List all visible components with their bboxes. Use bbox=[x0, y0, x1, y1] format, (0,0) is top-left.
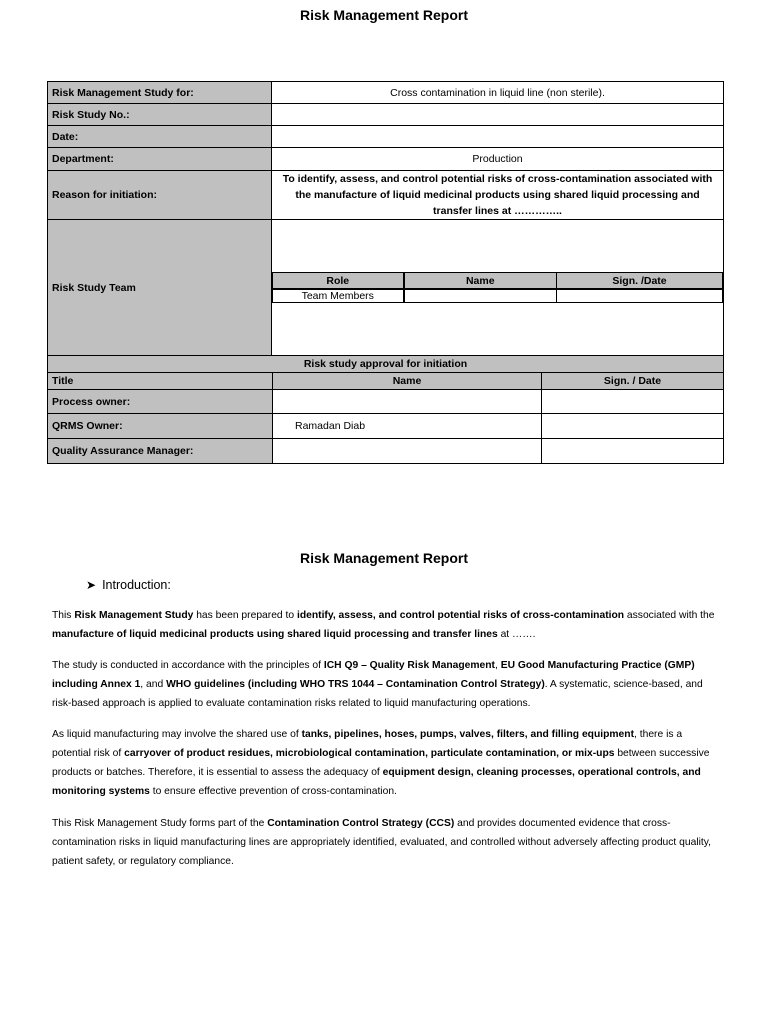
study-for-label: Risk Management Study for: bbox=[48, 82, 272, 104]
approval-row bbox=[48, 414, 724, 439]
team-header-sign: Sign. /Date bbox=[557, 272, 723, 289]
intro-paragraph bbox=[52, 814, 722, 871]
team-header-name: Name bbox=[404, 272, 557, 289]
team-sign-value bbox=[557, 289, 723, 303]
reason-value: To identify, assess, and control potential risks of cross-contamination associated with the manufacture of liquid medicinal products using shared liquid processing and transfer lines at ………….. bbox=[272, 171, 724, 220]
text-run: This bbox=[52, 610, 75, 621]
team-header-role: Role bbox=[273, 272, 404, 289]
introduction-heading bbox=[86, 578, 171, 592]
text-run: The study is conducted in accordance with the principles of bbox=[52, 660, 324, 671]
text-run: , there is a potential risk of bbox=[52, 729, 683, 759]
text-run: , bbox=[494, 660, 501, 671]
team-cell bbox=[272, 220, 724, 356]
page-title: Risk Management Report bbox=[299, 7, 469, 23]
team-name-value bbox=[404, 289, 557, 303]
bold-text-run: identify, assess, and control potential risks of cross-contamination bbox=[296, 610, 625, 621]
bold-text-run: WHO guidelines (including WHO TRS 1044 – Contamination Control Strategy) bbox=[166, 679, 545, 690]
bold-text-run: tanks, pipelines, hoses, pumps, valves, filters, and filling equipment bbox=[301, 729, 635, 740]
bold-text-run: manufacture of liquid medicinal products using shared liquid processing and transfer lines bbox=[52, 629, 498, 640]
team-table bbox=[272, 272, 723, 304]
department-label: Department: bbox=[48, 148, 272, 171]
approval-name-cell bbox=[273, 390, 542, 414]
text-run: has been prepared to bbox=[193, 610, 297, 621]
bold-text-run: Risk Management Study bbox=[74, 610, 194, 621]
approval-header-name: Name bbox=[273, 373, 542, 390]
team-label: Risk Study Team bbox=[48, 220, 272, 356]
arrow-bullet-icon: ➤ bbox=[86, 578, 97, 592]
text-run: , and bbox=[140, 679, 167, 690]
approval-heading: Risk study approval for initiation bbox=[48, 356, 724, 373]
approval-sign-cell bbox=[542, 390, 724, 414]
bold-text-run: ICH Q9 – Quality Risk Management bbox=[323, 660, 495, 671]
date-value bbox=[272, 126, 724, 148]
date-label: Date: bbox=[48, 126, 272, 148]
intro-paragraph bbox=[52, 606, 722, 644]
approval-title-cell: QRMS Owner: bbox=[48, 414, 273, 439]
approval-table bbox=[47, 355, 724, 464]
approval-title-cell: Process owner: bbox=[48, 390, 273, 414]
text-run: . A systematic, science-based, and risk-based approach is applied to evaluate contamination risks related to liquid manufacturing operations. bbox=[52, 679, 703, 709]
section-title: Risk Management Report bbox=[299, 550, 469, 566]
approval-row bbox=[48, 390, 724, 414]
study-for-value: Cross contamination in liquid line (non sterile). bbox=[272, 82, 724, 104]
intro-paragraph bbox=[52, 656, 722, 713]
approval-sign-cell bbox=[542, 439, 724, 464]
text-run: and provides documented evidence that cross-contamination risks in liquid manufacturing lines are appropriately identified, evaluated, and controlled without adversely affecting product quality, patient safety, or regulatory compliance. bbox=[52, 818, 712, 867]
text-run: to ensure effective prevention of cross-contamination. bbox=[149, 786, 397, 797]
text-run: This Risk Management Study forms part of the bbox=[52, 818, 268, 829]
introduction-heading-text: Introduction: bbox=[102, 578, 171, 592]
approval-sign-cell bbox=[542, 414, 724, 439]
text-run: As liquid manufacturing may involve the shared use of bbox=[52, 729, 302, 740]
bold-text-run: carryover of product residues, microbiological contamination, particulate contamination, or mix-ups bbox=[124, 748, 615, 759]
approval-row bbox=[48, 439, 724, 464]
study-no-value bbox=[272, 104, 724, 126]
text-run: between successive products or batches. Therefore, it is essential to assess the adequacy of bbox=[52, 748, 710, 778]
text-run: at ……. bbox=[497, 629, 536, 640]
approval-header-sign: Sign. / Date bbox=[542, 373, 724, 390]
risk-study-form-table bbox=[47, 81, 724, 356]
bold-text-run: Contamination Control Strategy (CCS) bbox=[267, 818, 455, 829]
approval-header-title: Title bbox=[48, 373, 273, 390]
reason-label: Reason for initiation: bbox=[48, 171, 272, 220]
study-no-label: Risk Study No.: bbox=[48, 104, 272, 126]
intro-paragraph bbox=[52, 725, 722, 801]
team-role-value: Team Members bbox=[273, 289, 404, 303]
text-run: associated with the bbox=[624, 610, 715, 621]
bold-text-run: EU Good Manufacturing Practice (GMP) including Annex 1 bbox=[52, 660, 695, 690]
approval-name-cell: Ramadan Diab bbox=[273, 414, 542, 439]
approval-title-cell: Quality Assurance Manager: bbox=[48, 439, 273, 464]
bold-text-run: equipment design, cleaning processes, operational controls, and monitoring systems bbox=[52, 767, 701, 797]
department-value: Production bbox=[272, 148, 724, 171]
approval-name-cell bbox=[273, 439, 542, 464]
